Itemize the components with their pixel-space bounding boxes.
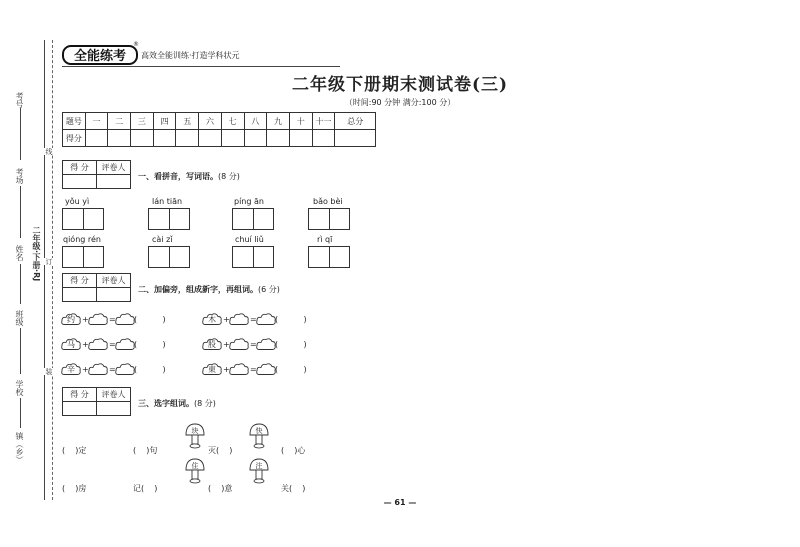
cloud-blank[interactable] bbox=[229, 337, 249, 352]
pinyin-label: píng ān bbox=[234, 197, 264, 206]
writing-grid[interactable] bbox=[62, 208, 104, 230]
writing-grid[interactable] bbox=[62, 246, 104, 268]
given-char: 東 bbox=[208, 365, 216, 374]
writing-grid[interactable] bbox=[232, 246, 274, 268]
score-table-cell: 题号 bbox=[63, 113, 86, 130]
given-char: 马 bbox=[67, 340, 75, 349]
score-table-cell: 十 bbox=[289, 113, 312, 130]
school-line bbox=[20, 398, 21, 428]
score-table-cell: 四 bbox=[153, 113, 176, 130]
grader-name-entry[interactable] bbox=[97, 288, 131, 302]
writing-grid[interactable] bbox=[148, 246, 190, 268]
word-fill-item[interactable]: 灭( ) bbox=[208, 446, 233, 455]
word-blank[interactable]: ( ) bbox=[275, 365, 307, 374]
score-table-score-row bbox=[63, 130, 376, 147]
mushroom-char: 快 bbox=[255, 427, 263, 435]
exam-number-line bbox=[20, 108, 21, 160]
score-entry[interactable] bbox=[199, 130, 222, 147]
grader-name-label: 评卷人 bbox=[97, 388, 131, 402]
grader-box-3 bbox=[62, 387, 131, 416]
section2-heading bbox=[138, 284, 280, 295]
grader-score-label: 得 分 bbox=[63, 161, 97, 175]
name-line bbox=[20, 264, 21, 304]
page-title: 二年级下册期末测试卷(三) bbox=[291, 75, 509, 95]
binding-mark-ding: 订 bbox=[45, 258, 53, 265]
word-blank[interactable]: ( ) bbox=[134, 340, 166, 349]
score-table-cell: 总分 bbox=[335, 113, 376, 130]
pinyin-label: lán tiān bbox=[152, 197, 183, 206]
score-entry[interactable] bbox=[108, 130, 131, 147]
pinyin-label: chuí liǔ bbox=[235, 235, 264, 244]
mushroom-char: 住 bbox=[191, 462, 199, 470]
grade-volume-label: 二年级·下册·RJ bbox=[32, 226, 41, 282]
cloud-blank[interactable] bbox=[229, 312, 249, 327]
exam-room-line bbox=[20, 186, 21, 238]
registered-mark: ® bbox=[133, 41, 139, 48]
word-fill-item[interactable]: ( )心 bbox=[281, 446, 306, 455]
cloud-blank[interactable] bbox=[88, 337, 108, 352]
score-entry[interactable] bbox=[267, 130, 290, 147]
word-fill-item[interactable]: 记( ) bbox=[133, 484, 158, 493]
cloud-blank[interactable] bbox=[88, 312, 108, 327]
grader-box-1 bbox=[62, 160, 131, 189]
given-char: 辛 bbox=[67, 365, 75, 374]
score-entry[interactable] bbox=[221, 130, 244, 147]
cloud-blank[interactable] bbox=[256, 312, 276, 327]
brand-slogan: 高效全能训练·打造学科状元 bbox=[141, 51, 240, 60]
binding-mark-xian: 线 bbox=[45, 148, 53, 155]
grader-score-label: 得 分 bbox=[63, 274, 97, 288]
writing-grid[interactable] bbox=[308, 246, 350, 268]
score-entry[interactable] bbox=[153, 130, 176, 147]
score-entry[interactable] bbox=[176, 130, 199, 147]
exam-room-label: 考场 bbox=[15, 168, 24, 184]
score-table-cell: 三 bbox=[131, 113, 154, 130]
grader-score-label: 得 分 bbox=[63, 388, 97, 402]
score-table-cell: 九 bbox=[267, 113, 290, 130]
cloud-blank[interactable] bbox=[115, 337, 135, 352]
grader-box-2 bbox=[62, 273, 131, 302]
score-entry[interactable] bbox=[289, 130, 312, 147]
equals-sign: = bbox=[109, 315, 116, 324]
grader-score-entry[interactable] bbox=[63, 288, 97, 302]
section3-points: (8 分) bbox=[194, 399, 216, 408]
score-table-cell: 一 bbox=[85, 113, 108, 130]
exam-info: （时间:90 分钟 满分:100 分） bbox=[344, 98, 456, 107]
section3-title: 三、选字组词。 bbox=[138, 399, 194, 408]
cloud-blank[interactable] bbox=[115, 312, 135, 327]
brand-logo-text: 全能练考 bbox=[73, 49, 127, 64]
writing-grid[interactable] bbox=[232, 208, 274, 230]
word-fill-item[interactable]: ( )句 bbox=[133, 446, 158, 455]
grader-name-entry[interactable] bbox=[97, 175, 131, 189]
writing-grid[interactable] bbox=[148, 208, 190, 230]
given-char: 木 bbox=[208, 315, 216, 324]
equals-sign: = bbox=[109, 340, 116, 349]
word-fill-item[interactable]: 关( ) bbox=[281, 484, 306, 493]
score-entry[interactable] bbox=[335, 130, 376, 147]
writing-grid[interactable] bbox=[308, 208, 350, 230]
page-number: — 61 — bbox=[383, 498, 417, 507]
plus-sign: + bbox=[223, 365, 230, 374]
section1-heading bbox=[138, 171, 240, 182]
section1-points: (8 分) bbox=[218, 172, 240, 181]
pinyin-label: qióng rén bbox=[63, 235, 101, 244]
exam-number-label: 考号 bbox=[15, 92, 24, 108]
pinyin-label: yǒu yì bbox=[65, 197, 90, 206]
class-label: 班级 bbox=[15, 310, 24, 326]
score-row-label: 得分 bbox=[63, 130, 86, 147]
word-fill-item[interactable]: ( )房 bbox=[62, 484, 87, 493]
score-entry[interactable] bbox=[244, 130, 267, 147]
word-blank[interactable]: ( ) bbox=[275, 315, 307, 324]
equals-sign: = bbox=[250, 315, 257, 324]
equals-sign: = bbox=[109, 365, 116, 374]
cloud-blank[interactable] bbox=[88, 362, 108, 377]
plus-sign: + bbox=[82, 365, 89, 374]
score-entry[interactable] bbox=[131, 130, 154, 147]
grader-score-entry[interactable] bbox=[63, 402, 97, 416]
score-table-cell: 二 bbox=[108, 113, 131, 130]
pinyin-label: bǎo bèi bbox=[313, 197, 343, 206]
score-table-cell: 七 bbox=[221, 113, 244, 130]
word-blank[interactable]: ( ) bbox=[134, 365, 166, 374]
header-rule bbox=[62, 66, 340, 67]
mushroom-char: 块 bbox=[191, 427, 199, 435]
section2-title: 二、加偏旁，组成新字，再组词。 bbox=[138, 285, 258, 294]
score-table-cell: 八 bbox=[244, 113, 267, 130]
plus-sign: + bbox=[223, 315, 230, 324]
margin-rule bbox=[44, 40, 45, 500]
given-char: 约 bbox=[67, 315, 75, 324]
plus-sign: + bbox=[223, 340, 230, 349]
school-label: 学校 bbox=[15, 380, 24, 396]
mushroom-char: 注 bbox=[255, 462, 263, 470]
word-fill-item[interactable]: ( )意 bbox=[208, 484, 233, 493]
plus-sign: + bbox=[82, 315, 89, 324]
grader-score-entry[interactable] bbox=[63, 175, 97, 189]
word-fill-item[interactable]: ( )定 bbox=[62, 446, 87, 455]
word-blank[interactable]: ( ) bbox=[134, 315, 166, 324]
section1-title: 一、看拼音，写词语。 bbox=[138, 172, 218, 181]
pinyin-label: cài zǐ bbox=[152, 235, 173, 244]
brand-logo bbox=[62, 44, 138, 66]
score-table-cell: 六 bbox=[199, 113, 222, 130]
equals-sign: = bbox=[250, 340, 257, 349]
grader-name-entry[interactable] bbox=[97, 402, 131, 416]
score-entry[interactable] bbox=[85, 130, 108, 147]
given-char: 股 bbox=[208, 340, 216, 349]
cloud-blank[interactable] bbox=[256, 337, 276, 352]
town-label: 镇（乡） bbox=[15, 432, 24, 464]
score-entry[interactable] bbox=[312, 130, 335, 147]
cloud-blank[interactable] bbox=[256, 362, 276, 377]
equals-sign: = bbox=[250, 365, 257, 374]
binding-dash-line bbox=[52, 40, 53, 500]
section3-heading bbox=[138, 398, 216, 409]
cloud-blank[interactable] bbox=[115, 362, 135, 377]
plus-sign: + bbox=[82, 340, 89, 349]
section2-points: (6 分) bbox=[258, 285, 280, 294]
grader-name-label: 评卷人 bbox=[97, 161, 131, 175]
score-table-cell: 十一 bbox=[312, 113, 335, 130]
cloud-blank[interactable] bbox=[229, 362, 249, 377]
word-blank[interactable]: ( ) bbox=[275, 340, 307, 349]
pinyin-label: rì qī bbox=[317, 235, 333, 244]
class-line bbox=[20, 328, 21, 374]
binding-mark-zhuang: 装 bbox=[45, 368, 53, 375]
grader-name-label: 评卷人 bbox=[97, 274, 131, 288]
score-table-cell: 五 bbox=[176, 113, 199, 130]
score-table bbox=[62, 112, 376, 147]
name-label: 姓名 bbox=[15, 245, 24, 261]
score-table-header-row bbox=[63, 113, 376, 130]
